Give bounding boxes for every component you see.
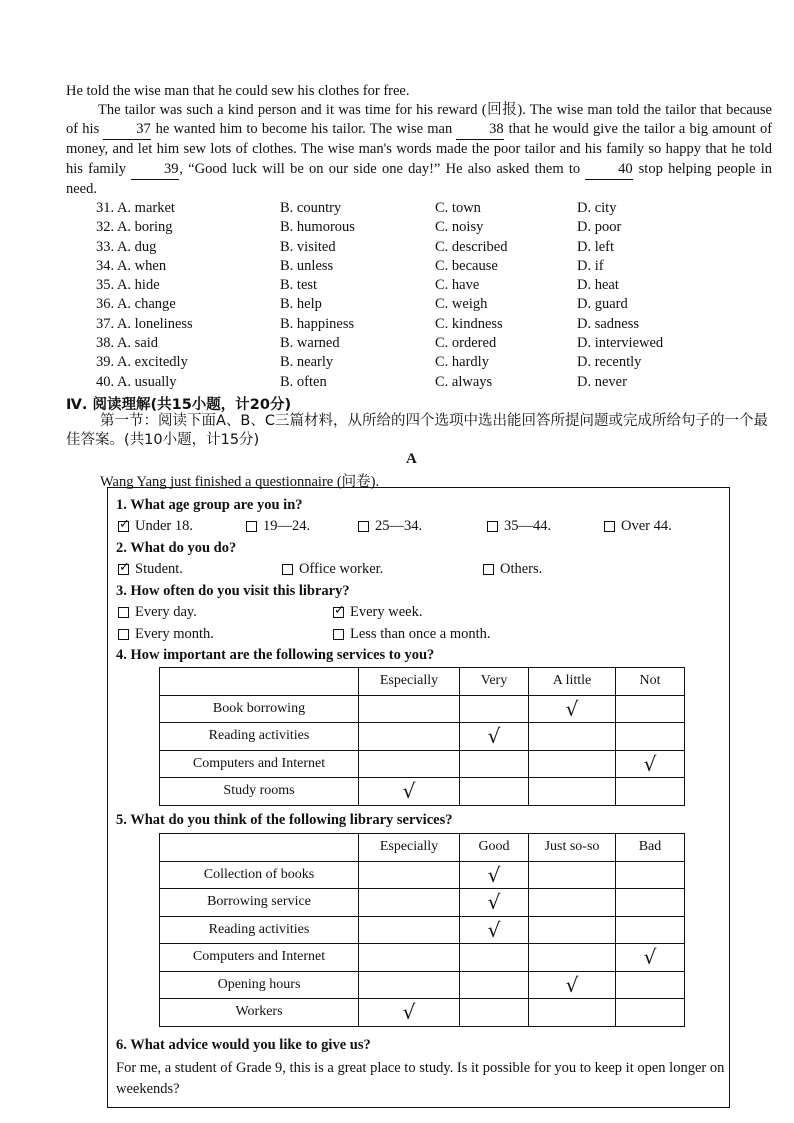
q2-choice[interactable] bbox=[282, 561, 383, 578]
option-choice: B. test bbox=[280, 277, 318, 294]
rating-cell[interactable] bbox=[460, 889, 529, 917]
option-choice: D. never bbox=[577, 373, 627, 390]
option-choice: C. weigh bbox=[435, 296, 488, 313]
rating-cell[interactable] bbox=[460, 750, 529, 778]
rating-cell[interactable] bbox=[529, 916, 616, 944]
q3-choice[interactable] bbox=[333, 604, 422, 621]
option-choice: D. left bbox=[577, 238, 615, 255]
option-row bbox=[96, 353, 776, 372]
rating-cell[interactable] bbox=[529, 944, 616, 972]
option-choice: B. often bbox=[280, 373, 327, 390]
rating-cell[interactable] bbox=[460, 999, 529, 1027]
row-label: Computers and Internet bbox=[160, 750, 359, 778]
rating-cell[interactable] bbox=[359, 695, 460, 723]
rating-cell[interactable] bbox=[529, 999, 616, 1027]
checkbox[interactable] bbox=[604, 521, 615, 532]
story-line-1 bbox=[66, 82, 772, 101]
rating-cell[interactable] bbox=[616, 889, 685, 917]
rating-cell[interactable] bbox=[359, 999, 460, 1027]
choice-label: Student. bbox=[135, 561, 183, 577]
check-mark-icon: √ bbox=[487, 724, 501, 749]
option-choice: D. sadness bbox=[577, 315, 640, 332]
option-choice: 31. A. market bbox=[96, 200, 175, 216]
option-choice: C. hardly bbox=[435, 354, 489, 371]
option-choice: 33. A. dug bbox=[96, 238, 157, 255]
check-mark-icon: √ bbox=[402, 1000, 416, 1025]
option-choice: B. visited bbox=[280, 238, 336, 255]
rating-cell[interactable] bbox=[460, 695, 529, 723]
rating-cell[interactable] bbox=[529, 861, 616, 889]
check-mark-icon: √ bbox=[565, 972, 579, 997]
rating-cell[interactable] bbox=[460, 944, 529, 972]
option-choice: D. if bbox=[577, 257, 604, 274]
option-choice: 39. A. excitedly bbox=[96, 354, 188, 371]
option-choice: B. humorous bbox=[280, 219, 355, 236]
row-label: Reading activities bbox=[160, 723, 359, 751]
rating-cell[interactable] bbox=[616, 695, 685, 723]
rating-cell[interactable] bbox=[616, 916, 685, 944]
option-choice: C. ordered bbox=[435, 335, 497, 352]
option-choice: D. city bbox=[577, 200, 617, 216]
rating-cell[interactable] bbox=[359, 971, 460, 999]
q5-title: 5. What do you think of the following library services? bbox=[116, 812, 453, 828]
option-row bbox=[96, 295, 776, 314]
option-choice: D. guard bbox=[577, 296, 628, 313]
q1-choice[interactable] bbox=[487, 518, 551, 535]
story-text: stop helping people in need. bbox=[66, 160, 772, 197]
column-header: Bad bbox=[616, 834, 685, 862]
option-choice: B. help bbox=[280, 296, 322, 313]
rating-cell[interactable] bbox=[460, 971, 529, 999]
column-header: A little bbox=[529, 668, 616, 696]
checkbox[interactable] bbox=[333, 607, 344, 618]
option-row bbox=[96, 199, 776, 218]
check-mark-icon: √ bbox=[643, 751, 657, 776]
checkbox[interactable] bbox=[246, 521, 257, 532]
table-row bbox=[160, 971, 685, 999]
rating-cell[interactable] bbox=[359, 889, 460, 917]
option-row bbox=[96, 373, 776, 392]
table-row bbox=[160, 695, 685, 723]
rating-cell[interactable] bbox=[359, 723, 460, 751]
rating-cell[interactable] bbox=[529, 695, 616, 723]
row-label: Computers and Internet bbox=[160, 944, 359, 972]
q6-answer: For me, a student of Grade 9, this is a great place to study. Is it possible for you to keep it open longer on weekends? bbox=[116, 1060, 725, 1097]
choice-label: Every day. bbox=[135, 604, 197, 620]
q1-choice[interactable] bbox=[604, 518, 672, 535]
column-header: Especially bbox=[359, 668, 460, 696]
option-row bbox=[96, 276, 776, 295]
option-choice: D. heat bbox=[577, 277, 619, 294]
story-text: that he would give the tailor a big amount of money, and let him sew lots of clothes. The wise man's words made the poor tailor and his family so happy that he told his family bbox=[66, 121, 773, 177]
column-header: Especially bbox=[359, 834, 460, 862]
option-choice: 32. A. boring bbox=[96, 219, 173, 236]
check-mark-icon: √ bbox=[643, 945, 657, 970]
row-label: Reading activities bbox=[160, 916, 359, 944]
table-row bbox=[160, 916, 685, 944]
option-choice: D. recently bbox=[577, 354, 642, 371]
option-choice: B. happiness bbox=[280, 315, 355, 332]
q6-title: 6. What advice would you like to give us? bbox=[116, 1037, 371, 1053]
rating-cell[interactable] bbox=[616, 778, 685, 806]
rating-cell[interactable] bbox=[529, 971, 616, 999]
option-choice: B. unless bbox=[280, 257, 334, 274]
choice-label: Every month. bbox=[135, 626, 214, 642]
column-header: Very bbox=[460, 668, 529, 696]
table-row bbox=[160, 944, 685, 972]
check-mark-icon: √ bbox=[487, 890, 501, 915]
q3-choice[interactable] bbox=[118, 626, 214, 643]
choice-label: Office worker. bbox=[299, 561, 384, 577]
table-header bbox=[160, 834, 685, 862]
story-text: , “Good luck will be on our side one day!” He also asked them to bbox=[179, 160, 581, 177]
option-choice: C. described bbox=[435, 238, 508, 255]
check-mark-icon: √ bbox=[565, 696, 579, 721]
row-label: Book borrowing bbox=[160, 695, 359, 723]
q1-choice[interactable] bbox=[118, 518, 193, 535]
rating-cell[interactable] bbox=[359, 861, 460, 889]
table-row bbox=[160, 861, 685, 889]
choice-label: 25—34. bbox=[375, 518, 423, 534]
choice-label: Under 18. bbox=[135, 518, 193, 534]
story-text: The tailor was such a kind person and it was time for his reward (回报). The wise man told the tailor that because of his bbox=[66, 102, 772, 138]
option-choice: 35. A. hide bbox=[96, 277, 160, 294]
rating-cell[interactable] bbox=[359, 916, 460, 944]
option-choice: 38. A. said bbox=[96, 335, 159, 352]
rating-cell[interactable] bbox=[460, 916, 529, 944]
story-text: He told the wise man that he could sew his clothes for free. bbox=[66, 83, 410, 99]
rating-cell[interactable] bbox=[616, 944, 685, 972]
table-row bbox=[160, 999, 685, 1027]
option-choice: C. noisy bbox=[435, 219, 484, 236]
row-label: Borrowing service bbox=[160, 889, 359, 917]
option-choice: 34. A. when bbox=[96, 257, 167, 274]
option-choice: B. country bbox=[280, 200, 342, 216]
table-row bbox=[160, 750, 685, 778]
q3-title: 3. How often do you visit this library? bbox=[116, 583, 350, 599]
table-row bbox=[160, 778, 685, 806]
checkbox[interactable] bbox=[118, 564, 129, 575]
checkbox[interactable] bbox=[358, 521, 369, 532]
checkbox[interactable] bbox=[483, 564, 494, 575]
choice-label: Less than once a month. bbox=[350, 626, 491, 642]
story-text: he wanted him to become his tailor. The wise man bbox=[155, 121, 453, 138]
check-mark-icon: √ bbox=[487, 862, 501, 887]
choice-label: 19—24. bbox=[263, 518, 311, 534]
option-choice: C. town bbox=[435, 200, 481, 216]
option-choice: C. because bbox=[435, 257, 498, 274]
q4-table bbox=[159, 667, 685, 806]
rating-cell[interactable] bbox=[616, 750, 685, 778]
rating-cell[interactable] bbox=[460, 723, 529, 751]
answer-options bbox=[96, 199, 776, 392]
checkbox[interactable] bbox=[118, 521, 129, 532]
option-row bbox=[96, 315, 776, 334]
rating-cell[interactable] bbox=[359, 944, 460, 972]
column-header: Just so-so bbox=[529, 834, 616, 862]
option-choice: 36. A. change bbox=[96, 296, 176, 313]
rating-cell[interactable] bbox=[616, 723, 685, 751]
rating-cell[interactable] bbox=[359, 750, 460, 778]
option-choice: D. poor bbox=[577, 219, 622, 236]
option-choice: C. kindness bbox=[435, 315, 503, 332]
option-choice: 37. A. loneliness bbox=[96, 315, 193, 332]
row-label: Workers bbox=[160, 999, 359, 1027]
column-header bbox=[160, 668, 359, 696]
choice-label: Every week. bbox=[350, 604, 423, 620]
passage-letter: A bbox=[406, 451, 417, 467]
rating-cell[interactable] bbox=[616, 971, 685, 999]
q3-choice[interactable] bbox=[333, 626, 491, 643]
table-row bbox=[160, 723, 685, 751]
blank-39[interactable]: 39 bbox=[131, 160, 179, 180]
rating-cell[interactable] bbox=[529, 778, 616, 806]
row-label: Study rooms bbox=[160, 778, 359, 806]
blank-37[interactable]: 37 bbox=[103, 120, 151, 140]
choice-label: Over 44. bbox=[621, 518, 672, 534]
section-title: Ⅳ. 阅读理解(共15小题，计20分) bbox=[66, 397, 292, 413]
q1-title: 1. What age group are you in? bbox=[116, 497, 303, 513]
rating-cell[interactable] bbox=[529, 750, 616, 778]
column-header: Good bbox=[460, 834, 529, 862]
rating-cell[interactable] bbox=[616, 861, 685, 889]
section-instruction: 第一节：阅读下面A、B、C三篇材料，从所给的四个选项中选出能回答所提问题或完成所给句子的一个最佳答案。(共10小题，计15分) bbox=[66, 413, 768, 448]
q1-choice[interactable] bbox=[246, 518, 310, 535]
checkbox[interactable] bbox=[118, 629, 129, 640]
checkbox[interactable] bbox=[333, 629, 344, 640]
option-row bbox=[96, 218, 776, 237]
column-header: Not bbox=[616, 668, 685, 696]
q2-choice[interactable] bbox=[483, 561, 542, 578]
passage-intro: Wang Yang just finished a questionnaire (问卷). bbox=[100, 474, 380, 490]
q3-choice[interactable] bbox=[118, 604, 197, 621]
story-paragraph-2 bbox=[66, 101, 772, 199]
option-row bbox=[96, 238, 776, 257]
row-label: Collection of books bbox=[160, 861, 359, 889]
option-row bbox=[96, 257, 776, 276]
rating-cell[interactable] bbox=[359, 778, 460, 806]
checkbox[interactable] bbox=[282, 564, 293, 575]
rating-cell[interactable] bbox=[460, 778, 529, 806]
option-choice: C. always bbox=[435, 373, 493, 390]
column-header bbox=[160, 834, 359, 862]
q4-title: 4. How important are the following services to you? bbox=[116, 647, 435, 663]
option-row bbox=[96, 334, 776, 353]
choice-label: 35—44. bbox=[504, 518, 552, 534]
q1-choice[interactable] bbox=[358, 518, 422, 535]
q5-table bbox=[159, 833, 685, 1027]
check-mark-icon: √ bbox=[402, 779, 416, 804]
blank-38[interactable]: 38 bbox=[456, 120, 504, 140]
rating-cell[interactable] bbox=[460, 861, 529, 889]
option-choice: B. warned bbox=[280, 335, 340, 352]
rating-cell[interactable] bbox=[529, 889, 616, 917]
table-header bbox=[160, 668, 685, 696]
q2-choice[interactable] bbox=[118, 561, 183, 578]
choice-label: Others. bbox=[500, 561, 543, 577]
table-row bbox=[160, 889, 685, 917]
row-label: Opening hours bbox=[160, 971, 359, 999]
option-choice: 40. A. usually bbox=[96, 373, 177, 390]
rating-cell[interactable] bbox=[616, 999, 685, 1027]
option-choice: D. interviewed bbox=[577, 335, 664, 352]
blank-40[interactable]: 40 bbox=[585, 160, 633, 180]
check-mark-icon: √ bbox=[487, 917, 501, 942]
rating-cell[interactable] bbox=[529, 723, 616, 751]
q2-title: 2. What do you do? bbox=[116, 540, 237, 556]
checkbox[interactable] bbox=[118, 607, 129, 618]
option-choice: C. have bbox=[435, 277, 480, 294]
option-choice: B. nearly bbox=[280, 354, 334, 371]
checkbox[interactable] bbox=[487, 521, 498, 532]
